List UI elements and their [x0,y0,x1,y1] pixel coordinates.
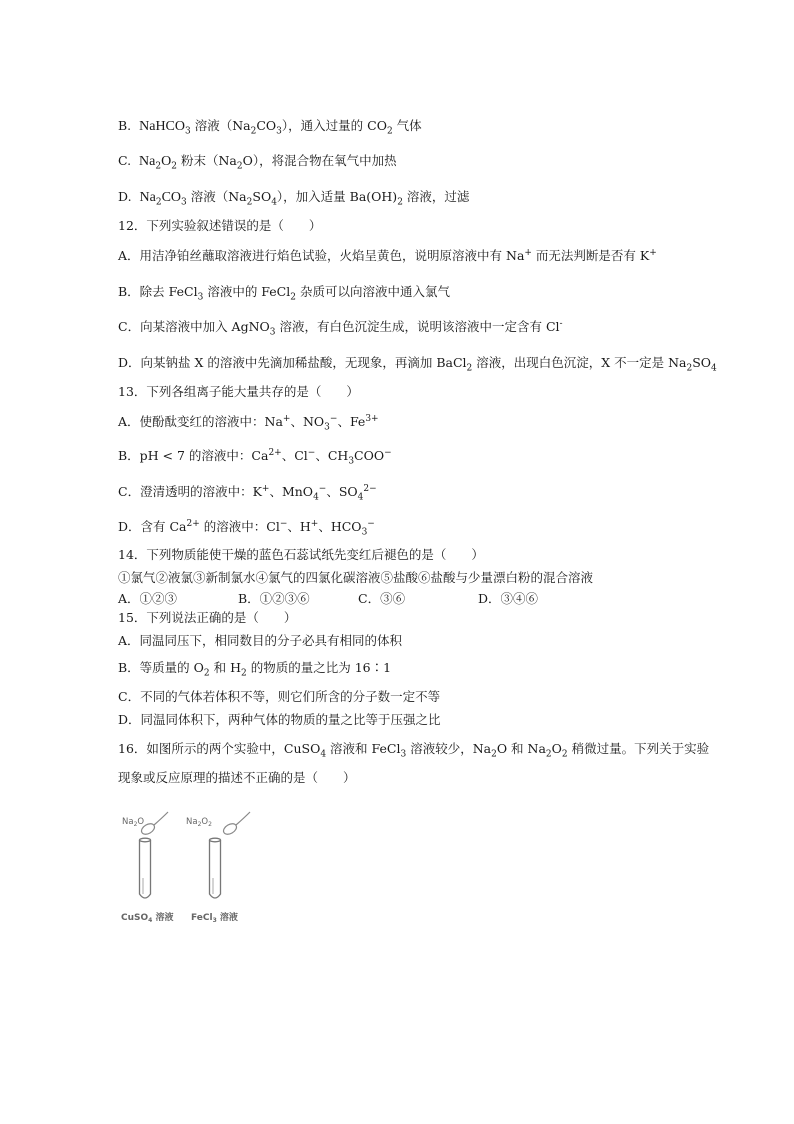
question-15: 15．下列说法正确的是（ ） [118,610,297,625]
option-15d: D．同温同体积下，两种气体的物质的量之比等于压强之比 [118,712,441,727]
option-12b: B．除去 FeCl$_3$ 溶液中的 FeCl$_2$ 杂质可以向溶液中通入氯气 [118,284,450,303]
option-13d: D．含有 $Ca^{2+}$ 的溶液中：Cl−、H+、$HCO_3^-$ [118,518,375,538]
option-15c: C．不同的气体若体积不等，则它们所含的分子数一定不等 [118,689,441,704]
experiment-figure [118,808,268,926]
test-tube-icon [210,838,221,898]
option-14b: B．①②③⑥ [238,591,310,606]
question-12: 12．下列实验叙述错误的是（ ） [118,218,322,233]
option-14c: C．③⑥ [358,591,406,606]
question-13: 13．下列各组离子能大量共存的是（ ） [118,384,359,399]
option-12c: C．向某溶液中加入 AgNO$_3$ 溶液，有白色沉淀生成，说明该溶液中一定含有 Cl- [118,318,563,338]
option-13b: B．pH < 7 的溶液中：$Ca^{2+}$、Cl−、$CH_3COO^-$ [118,447,392,467]
option-12d: D．向某钠盐 X 的溶液中先滴加稀盐酸，无现象，再滴加 BaCl$_2$ 溶液，出现白色沉淀，X 不一定是 $Na_2SO_4$ [118,355,717,374]
option-11d: D. $Na_2CO_3$ 溶液$(Na_2SO_4)$，加入适量 $Ba(OH)_2$ 溶液，过滤 [118,189,470,208]
experiment-diagram [118,808,268,926]
question-16: 16．如图所示的两个实验中，CuSO$_4$ 溶液和 FeCl$_3$ 溶液较少，$Na_2O$ 和 $Na_2O_2$ 稍微过量。下列关于实验 [118,741,710,760]
option-11b: B. NaHCO$_3$ 溶液$(Na_2CO_3)$，通入过量的 $CO_2$ 气体 [118,118,422,137]
option-13c: C．澄清透明的溶液中：K+、MnO$_4$−、$SO_4^{2-}$ [118,483,377,503]
option-13a: A．使酚酞变红的溶液中：Na+、$NO_3^-$、$Fe^{3+}$ [118,413,379,433]
option-11c: C. $Na_2O_2$ 粉末$(Na_2O)$，将混合物在氧气中加热 [118,153,397,172]
question-14-body: ①氯气②液氯③新制氯水④氯气的四氯化碳溶液⑤盐酸⑥盐酸与少量漂白粉的混合溶液 [118,570,594,585]
solution-label-right: FeCl$_3$ 溶液 [191,913,238,924]
solution-label-left: CuSO$_4$ 溶液 [121,913,174,924]
question-16-cont: 现象或反应原理的描述不正确的是（ ） [118,770,356,785]
test-tube-icon [140,838,151,898]
spatula-icon [222,812,250,836]
option-14d: D．③④⑥ [478,591,539,606]
question-14-options [118,590,538,608]
question-14: 14．下列物质能使干燥的蓝色石蕊试纸先变红后褪色的是（ ） [118,547,484,562]
option-15a: A．同温同压下，相同数目的分子必具有相同的体积 [118,633,403,648]
option-15b: B．等质量的 $O_2$ 和 $H_2$ 的物质的量之比为 16∶1 [118,660,392,679]
option-14a: A．①②③ [118,591,178,606]
reagent-label-right: $Na_2O_2$ [186,817,212,828]
option-12a: A．用洁净铂丝蘸取溶液进行焰色试验，火焰呈黄色，说明原溶液中有 Na+ 而无法判断是否有 K+ [118,247,657,263]
reagent-label-left: $Na_2O$ [122,817,145,828]
